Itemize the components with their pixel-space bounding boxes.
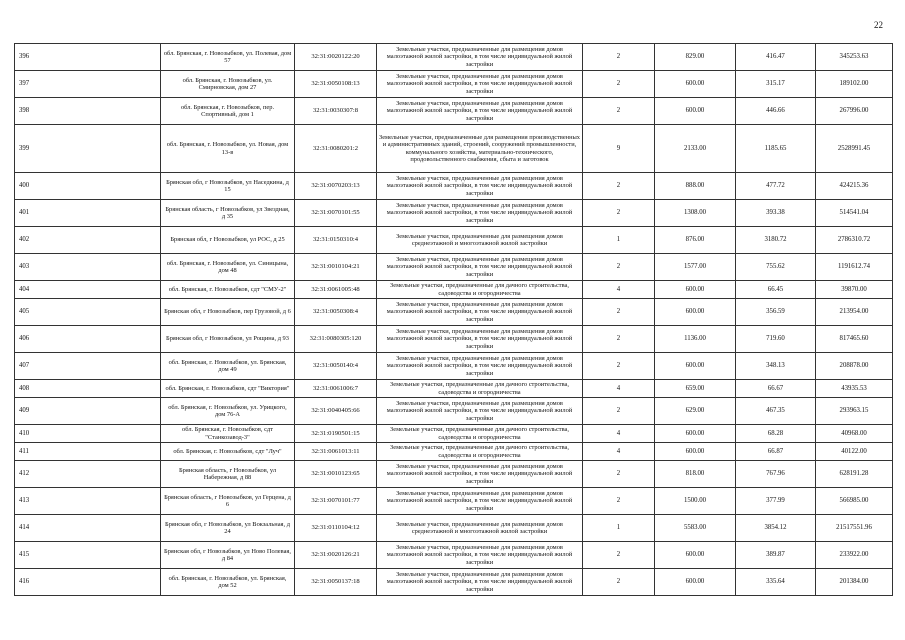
specific-value-cell: 446.66 [736, 98, 816, 125]
cadastral-number-cell: 32:31:0070101:77 [295, 488, 377, 515]
cadastral-number-cell: 32:31:0061006:7 [295, 380, 377, 398]
land-use-cell: Земельные участки, предназначенные для дачного строительства, садоводства и огородничества [377, 443, 583, 461]
cadastral-number-cell: 32:31:0050137:18 [295, 569, 377, 596]
address-cell: обл. Брянская, г. Новозыбков, сдт "СМУ-2" [161, 281, 295, 299]
cadastral-number-cell: 32:31:0010104:21 [295, 254, 377, 281]
area-cell: 600.00 [655, 71, 736, 98]
land-use-cell: Земельные участки, предназначенные для размещения домов малоэтажной жилой застройки, в том числе индивидуальной жилой застройки [377, 71, 583, 98]
cadastral-number-cell: 32:31:0070203:13 [295, 173, 377, 200]
table-row [15, 398, 893, 425]
group-cell: 2 [583, 488, 655, 515]
area-cell: 1308.00 [655, 200, 736, 227]
land-use-cell: Земельные участки, предназначенные для дачного строительства, садоводства и огородничества [377, 281, 583, 299]
row-number: 406 [15, 326, 161, 353]
address-cell: Брянская область, г Новозыбков, ул Герцена, д 6 [161, 488, 295, 515]
address-cell: обл. Брянская, г. Новозыбков, ул. Смирновская, дом 27 [161, 71, 295, 98]
row-number: 401 [15, 200, 161, 227]
specific-value-cell: 477.72 [736, 173, 816, 200]
cadastral-number-cell: 32:31:0030307:8 [295, 98, 377, 125]
address-cell: обл. Брянская, г. Новозыбков, пер. Спортивный, дом 1 [161, 98, 295, 125]
address-cell: Брянская обл, г Новозыбков, ул Ново Полевая, д 84 [161, 542, 295, 569]
row-number: 413 [15, 488, 161, 515]
table-row [15, 44, 893, 71]
table-row [15, 98, 893, 125]
cadastral-number-cell: 32:31:0040405:66 [295, 398, 377, 425]
row-number: 407 [15, 353, 161, 380]
cadastral-number-cell: 32:31:0050140:4 [295, 353, 377, 380]
table-row [15, 299, 893, 326]
group-cell: 4 [583, 443, 655, 461]
table-row [15, 353, 893, 380]
cadastral-cost-cell: 267996.00 [816, 98, 893, 125]
land-use-cell: Земельные участки, предназначенные для размещения домов малоэтажной жилой застройки, в том числе индивидуальной жилой застройки [377, 326, 583, 353]
table-row [15, 569, 893, 596]
area-cell: 600.00 [655, 299, 736, 326]
land-use-cell: Земельные участки, предназначенные для размещения домов малоэтажной жилой застройки, в том числе индивидуальной жилой застройки [377, 488, 583, 515]
land-use-cell: Земельные участки, предназначенные для размещения домов малоэтажной жилой застройки, в том числе индивидуальной жилой застройки [377, 353, 583, 380]
row-number: 414 [15, 515, 161, 542]
row-number: 403 [15, 254, 161, 281]
row-number: 399 [15, 125, 161, 173]
row-number: 411 [15, 443, 161, 461]
cadastral-number-cell: 32:31:0010123:65 [295, 461, 377, 488]
row-number: 404 [15, 281, 161, 299]
cadastral-cost-cell: 39870.00 [816, 281, 893, 299]
row-number: 397 [15, 71, 161, 98]
area-cell: 600.00 [655, 281, 736, 299]
address-cell: обл. Брянская, г. Новозыбков, ул. Урицкого, дом 76-А [161, 398, 295, 425]
address-cell: Брянская область, г Новозыбков, ул Звездная, д 35 [161, 200, 295, 227]
address-cell: Брянская обл, г Новозыбков, пер Грузовой, д 6 [161, 299, 295, 326]
specific-value-cell: 767.96 [736, 461, 816, 488]
land-use-cell: Земельные участки, предназначенные для дачного строительства, садоводства и огородничества [377, 425, 583, 443]
group-cell: 2 [583, 98, 655, 125]
land-use-cell: Земельные участки, предназначенные для размещения домов малоэтажной жилой застройки, в том числе индивидуальной жилой застройки [377, 542, 583, 569]
cadastral-cost-cell: 208878.00 [816, 353, 893, 380]
address-cell: Брянская обл, г Новозыбков, ул Вокзальная, д 24 [161, 515, 295, 542]
specific-value-cell: 389.87 [736, 542, 816, 569]
row-number: 398 [15, 98, 161, 125]
land-use-cell: Земельные участки, предназначенные для размещения домов среднеэтажной и многоэтажной жилой застройки [377, 515, 583, 542]
group-cell: 2 [583, 569, 655, 596]
area-cell: 600.00 [655, 353, 736, 380]
group-cell: 2 [583, 461, 655, 488]
area-cell: 1136.00 [655, 326, 736, 353]
address-cell: обл. Брянская, г. Новозыбков, ул. Полевая, дом 57 [161, 44, 295, 71]
land-use-cell: Земельные участки, предназначенные для размещения домов малоэтажной жилой застройки, в том числе индивидуальной жилой застройки [377, 98, 583, 125]
table-row [15, 281, 893, 299]
cadastral-number-cell: 32:31:0061005:48 [295, 281, 377, 299]
cadastral-cost-cell: 43935.53 [816, 380, 893, 398]
table-row [15, 254, 893, 281]
area-cell: 600.00 [655, 425, 736, 443]
cadastral-cost-cell: 345253.63 [816, 44, 893, 71]
row-number: 396 [15, 44, 161, 71]
table-row [15, 125, 893, 173]
table-row [15, 425, 893, 443]
row-number: 400 [15, 173, 161, 200]
specific-value-cell: 377.99 [736, 488, 816, 515]
area-cell: 1500.00 [655, 488, 736, 515]
specific-value-cell: 393.38 [736, 200, 816, 227]
area-cell: 818.00 [655, 461, 736, 488]
row-number: 409 [15, 398, 161, 425]
page-number: 22 [874, 20, 883, 30]
address-cell: обл. Брянская, г. Новозыбков, сдт "Станкозавод-3" [161, 425, 295, 443]
table-row [15, 542, 893, 569]
land-use-cell: Земельные участки, предназначенные для дачного строительства, садоводства и огородничества [377, 380, 583, 398]
cadastral-number-cell: 32:31:0070101:55 [295, 200, 377, 227]
table-row [15, 173, 893, 200]
group-cell: 2 [583, 542, 655, 569]
land-use-cell: Земельные участки, предназначенные для размещения домов малоэтажной жилой застройки, в том числе индивидуальной жилой застройки [377, 44, 583, 71]
group-cell: 2 [583, 71, 655, 98]
cadastral-number-cell: 32:31:0050108:13 [295, 71, 377, 98]
land-use-cell: Земельные участки, предназначенные для размещения домов малоэтажной жилой застройки, в том числе индивидуальной жилой застройки [377, 200, 583, 227]
group-cell: 4 [583, 425, 655, 443]
address-cell: обл. Брянская, г. Новозыбков, сдт "Виктория" [161, 380, 295, 398]
group-cell: 9 [583, 125, 655, 173]
cadastral-cost-cell: 40968.00 [816, 425, 893, 443]
specific-value-cell: 66.87 [736, 443, 816, 461]
specific-value-cell: 348.13 [736, 353, 816, 380]
cadastral-number-cell: 32:31:0050308:4 [295, 299, 377, 326]
cadastral-cost-cell: 233922.00 [816, 542, 893, 569]
cadastral-number-cell: 32:31:0020122:20 [295, 44, 377, 71]
group-cell: 2 [583, 254, 655, 281]
cadastral-cost-cell: 628191.28 [816, 461, 893, 488]
cadastral-cost-cell: 21517551.96 [816, 515, 893, 542]
specific-value-cell: 335.64 [736, 569, 816, 596]
cadastral-cost-cell: 424215.36 [816, 173, 893, 200]
cadastral-number-cell: 32:31:0190501:15 [295, 425, 377, 443]
cadastral-cost-cell: 817465.60 [816, 326, 893, 353]
specific-value-cell: 416.47 [736, 44, 816, 71]
cadastral-number-cell: 32:31:0150310:4 [295, 227, 377, 254]
table-row [15, 461, 893, 488]
address-cell: Брянская область, г Новозыбков, ул Набережная, д 88 [161, 461, 295, 488]
area-cell: 876.00 [655, 227, 736, 254]
row-number: 415 [15, 542, 161, 569]
address-cell: обл. Брянская, г. Новозыбков, ул. Новая, дом 13-в [161, 125, 295, 173]
group-cell: 4 [583, 380, 655, 398]
cadastral-cost-cell: 40122.00 [816, 443, 893, 461]
row-number: 416 [15, 569, 161, 596]
land-use-cell: Земельные участки, предназначенные для размещения домов малоэтажной жилой застройки, в том числе индивидуальной жилой застройки [377, 569, 583, 596]
cadastral-cost-cell: 2528991.45 [816, 125, 893, 173]
row-number: 408 [15, 380, 161, 398]
group-cell: 2 [583, 44, 655, 71]
table-row [15, 326, 893, 353]
specific-value-cell: 719.60 [736, 326, 816, 353]
row-number: 410 [15, 425, 161, 443]
area-cell: 829.00 [655, 44, 736, 71]
group-cell: 1 [583, 227, 655, 254]
address-cell: обл. Брянская, г. Новозыбков, ул. Брянская, дом 52 [161, 569, 295, 596]
cadastral-cost-cell: 2786310.72 [816, 227, 893, 254]
specific-value-cell: 3854.12 [736, 515, 816, 542]
cadastral-number-cell: 32:31:0080305:120 [295, 326, 377, 353]
group-cell: 2 [583, 326, 655, 353]
cadastral-number-cell: 32:31:0061013:11 [295, 443, 377, 461]
specific-value-cell: 755.62 [736, 254, 816, 281]
specific-value-cell: 3180.72 [736, 227, 816, 254]
cadastral-number-cell: 32:31:0080201:2 [295, 125, 377, 173]
land-use-cell: Земельные участки, предназначенные для размещения домов среднеэтажной и многоэтажной жилой застройки [377, 227, 583, 254]
cadastral-cost-cell: 566985.00 [816, 488, 893, 515]
cadastral-cost-cell: 189102.00 [816, 71, 893, 98]
area-cell: 629.00 [655, 398, 736, 425]
area-cell: 600.00 [655, 443, 736, 461]
table-row [15, 443, 893, 461]
address-cell: обл. Брянская, г. Новозыбков, сдт "Луч" [161, 443, 295, 461]
group-cell: 2 [583, 398, 655, 425]
row-number: 405 [15, 299, 161, 326]
cadastral-cost-cell: 1191612.74 [816, 254, 893, 281]
land-use-cell: Земельные участки, предназначенные для размещения домов малоэтажной жилой застройки, в том числе индивидуальной жилой застройки [377, 398, 583, 425]
land-use-cell: Земельные участки, предназначенные для размещения домов малоэтажной жилой застройки, в том числе индивидуальной жилой застройки [377, 461, 583, 488]
cadastral-cost-cell: 293963.15 [816, 398, 893, 425]
group-cell: 2 [583, 353, 655, 380]
cadastral-table [14, 43, 893, 596]
specific-value-cell: 315.17 [736, 71, 816, 98]
table-row [15, 200, 893, 227]
table-row [15, 380, 893, 398]
table-row [15, 488, 893, 515]
group-cell: 2 [583, 299, 655, 326]
table-row [15, 71, 893, 98]
cadastral-number-cell: 32:31:0020126:21 [295, 542, 377, 569]
area-cell: 600.00 [655, 98, 736, 125]
table-row [15, 227, 893, 254]
specific-value-cell: 66.67 [736, 380, 816, 398]
cadastral-number-cell: 32:31:0110104:12 [295, 515, 377, 542]
specific-value-cell: 356.59 [736, 299, 816, 326]
area-cell: 2133.00 [655, 125, 736, 173]
cadastral-cost-cell: 213954.00 [816, 299, 893, 326]
area-cell: 888.00 [655, 173, 736, 200]
cadastral-cost-cell: 514541.04 [816, 200, 893, 227]
table-row [15, 515, 893, 542]
address-cell: обл. Брянская, г. Новозыбков, ул. Синицына, дом 48 [161, 254, 295, 281]
area-cell: 1577.00 [655, 254, 736, 281]
land-use-cell: Земельные участки, предназначенные для размещения производственных и административных зданий, строений, сооружений промышленности, коммунального хозяйства, материально-технического, продовольственного снабжения, сбыта и заготовок [377, 125, 583, 173]
specific-value-cell: 68.28 [736, 425, 816, 443]
area-cell: 659.00 [655, 380, 736, 398]
address-cell: обл. Брянская, г. Новозыбков, ул. Брянская, дом 49 [161, 353, 295, 380]
area-cell: 600.00 [655, 569, 736, 596]
specific-value-cell: 66.45 [736, 281, 816, 299]
area-cell: 600.00 [655, 542, 736, 569]
cadastral-cost-cell: 201384.00 [816, 569, 893, 596]
group-cell: 2 [583, 173, 655, 200]
land-use-cell: Земельные участки, предназначенные для размещения домов малоэтажной жилой застройки, в том числе индивидуальной жилой застройки [377, 299, 583, 326]
area-cell: 5583.00 [655, 515, 736, 542]
address-cell: Брянская обл, г Новозыбков, ул Рощина, д 93 [161, 326, 295, 353]
row-number: 402 [15, 227, 161, 254]
specific-value-cell: 467.35 [736, 398, 816, 425]
group-cell: 4 [583, 281, 655, 299]
group-cell: 2 [583, 200, 655, 227]
row-number: 412 [15, 461, 161, 488]
specific-value-cell: 1185.65 [736, 125, 816, 173]
land-use-cell: Земельные участки, предназначенные для размещения домов малоэтажной жилой застройки, в том числе индивидуальной жилой застройки [377, 254, 583, 281]
group-cell: 1 [583, 515, 655, 542]
address-cell: Брянская обл, г Новозыбков, ул Наседкина, д 15 [161, 173, 295, 200]
address-cell: Брянская обл, г Новозыбков, ул РОС, д 25 [161, 227, 295, 254]
table-body [15, 44, 893, 596]
land-use-cell: Земельные участки, предназначенные для размещения домов малоэтажной жилой застройки, в том числе индивидуальной жилой застройки [377, 173, 583, 200]
